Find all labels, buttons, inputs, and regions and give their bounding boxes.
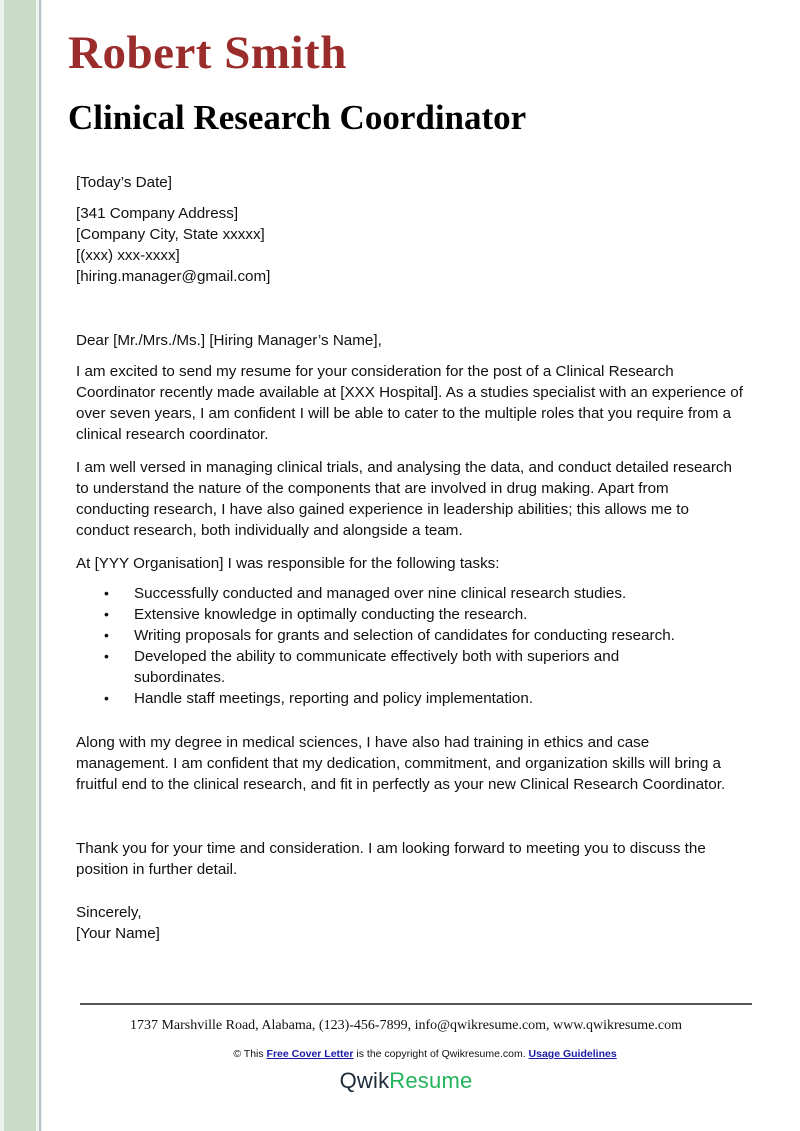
copyright-notice bbox=[0, 1048, 800, 1060]
job-title: Clinical Research Coordinator bbox=[68, 98, 527, 137]
address-line: [Company City, State xxxxx] bbox=[76, 226, 265, 243]
paragraph-text: Along with my degree in medical sciences, I have also had training in ethics and case management. I am confident that my dedication, commitment, and organization skills will bring a fruitful end to the clinical research, and fit in perfectly as your new Clinical Research Coordinator. bbox=[76, 734, 726, 793]
paragraph-text: I am excited to send my resume for your consideration for the post of a Clinical Research Coordinator recently made available at [XXX Hospital]. As a studies specialist with an experience of over seven years, I am confident I will be able to cater to the multiple roles that you require from a clinical research coordinator. bbox=[76, 363, 743, 443]
logo-resume-text: Resume bbox=[389, 1068, 473, 1093]
task-text: Developed the ability to communicate effectively both with superiors and subordinates. bbox=[134, 648, 620, 686]
list-item bbox=[104, 688, 746, 709]
bullet-icon: • bbox=[104, 606, 109, 622]
task-list bbox=[76, 583, 746, 709]
task-text: Extensive knowledge in optimally conducting the research. bbox=[134, 606, 528, 623]
paragraph-text: At [YYY Organisation] I was responsible for the following tasks: bbox=[76, 555, 500, 572]
paragraph-tasks-intro bbox=[76, 553, 746, 574]
signature-text: [Your Name] bbox=[76, 925, 160, 942]
task-text: Writing proposals for grants and selection of candidates for conducting research. bbox=[134, 627, 675, 644]
date-text: [Today’s Date] bbox=[76, 174, 172, 191]
usage-guidelines-link[interactable]: Usage Guidelines bbox=[528, 1048, 617, 1060]
paragraph-intro bbox=[76, 361, 746, 445]
paragraph-thanks bbox=[76, 838, 746, 880]
list-item bbox=[104, 604, 746, 625]
bullet-icon: • bbox=[104, 585, 109, 601]
list-item bbox=[104, 646, 746, 688]
sidebar-divider-line bbox=[39, 0, 41, 1131]
task-text: Handle staff meetings, reporting and policy implementation. bbox=[134, 690, 534, 707]
footer-contact-line: 1737 Marshville Road, Alabama, (123)-456-7899, info@qwikresume.com, www.qwikresume.com bbox=[129, 1018, 683, 1033]
address-line: [hiring.manager@gmail.com] bbox=[76, 268, 271, 285]
logo-qwik-text: Qwik bbox=[339, 1068, 390, 1093]
paragraph-text: I am well versed in managing clinical trials, and analysing the data, and conduct detailed research to understand the nature of the components that are involved in drug making. Apart from conducting research, I have also gained experience in leadership abilities; this allows me to conduct research, both individually and alongside a team. bbox=[76, 459, 732, 539]
salutation bbox=[76, 330, 746, 351]
address-line: [(xxx) xxx-xxxx] bbox=[76, 247, 180, 264]
paragraph-qualifications bbox=[76, 732, 746, 795]
salutation-text: Dear [Mr./Mrs./Ms.] [Hiring Manager’s Name], bbox=[76, 332, 382, 349]
list-item bbox=[104, 625, 746, 646]
address-line: [341 Company Address] bbox=[76, 205, 239, 222]
paragraph-text: Thank you for your time and consideration. I am looking forward to meeting you to discuss the position in further detail. bbox=[76, 840, 706, 878]
copyright-prefix: © This bbox=[233, 1048, 267, 1060]
qwikresume-logo[interactable] bbox=[0, 1068, 800, 1094]
copyright-middle: is the copyright of Qwikresume.com. bbox=[353, 1048, 529, 1060]
recipient-address bbox=[76, 203, 746, 287]
bullet-icon: • bbox=[104, 690, 109, 706]
list-item bbox=[104, 583, 746, 604]
bullet-icon: • bbox=[104, 648, 109, 664]
bullet-icon: • bbox=[104, 627, 109, 643]
sidebar-green-band bbox=[4, 0, 36, 1131]
closing-text: Sincerely, bbox=[76, 904, 142, 921]
applicant-name: Robert Smith bbox=[68, 27, 347, 79]
paragraph-experience bbox=[76, 457, 746, 541]
closing-block bbox=[76, 902, 746, 944]
letter-date bbox=[76, 172, 746, 193]
free-cover-letter-link[interactable]: Free Cover Letter bbox=[266, 1048, 354, 1060]
footer-divider bbox=[80, 1003, 752, 1005]
task-text: Successfully conducted and managed over nine clinical research studies. bbox=[134, 585, 627, 602]
